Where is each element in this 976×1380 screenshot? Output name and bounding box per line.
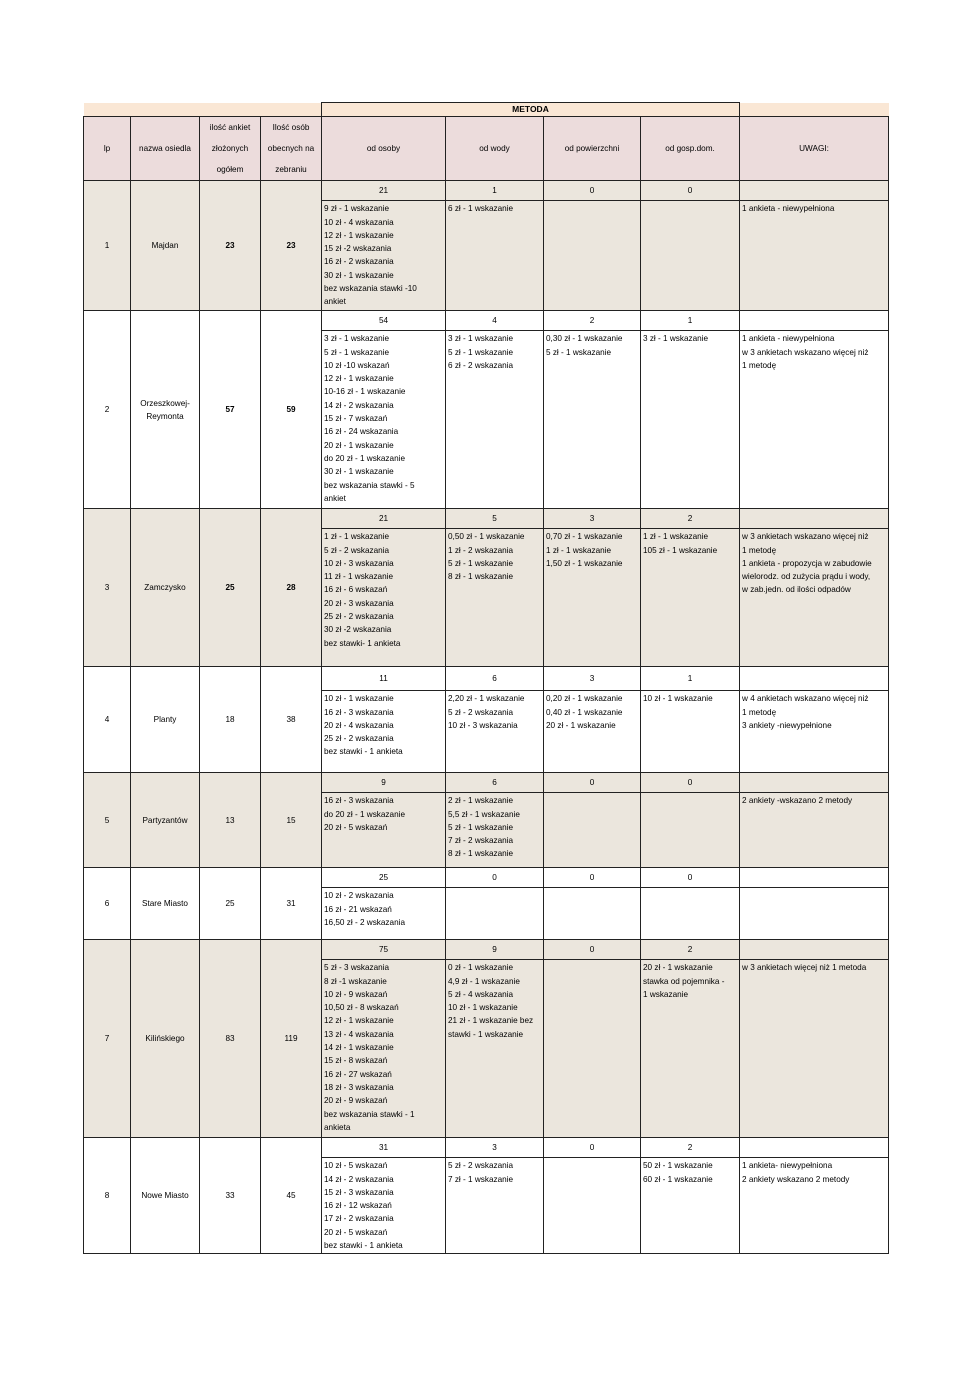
list-item: 12 zł - 1 wskazanie [324,374,394,384]
col-header-od-powierzchni: od powierzchni [544,117,641,181]
list-item: 15 zł -2 wskazania [324,244,392,254]
cell-powierzchni-list [544,529,641,667]
list-item: 5 zł - 2 wskazania [324,545,390,555]
list-item: 16 zł - 6 wskazań [324,585,388,595]
list-item: 0 zł - 1 wskazanie [448,963,514,973]
list-item: 10,50 zł - 8 wskazań [324,1003,399,1013]
count-pow: 2 [544,311,641,331]
list-item: 30 zł -2 wskazania [324,625,392,635]
list-item: ankiet [324,297,346,307]
cell-lp: 4 [84,667,131,773]
count-uwagi [740,181,889,201]
list-item: 9 zł - 1 wskazanie [324,204,390,214]
list-item: 60 zł - 1 wskazanie [643,1174,713,1184]
cell-ilosc-ankiet: 25 [200,509,261,667]
list-item: 17 zł - 2 wskazania [324,1214,394,1224]
list-item: w 3 ankietach więcej niż 1 metoda [742,963,867,973]
list-item: 20 zł - 1 wskazanie [324,440,394,450]
list-item: 3 zł - 1 wskazanie [448,334,514,344]
cell-nazwa: Majdan [131,181,200,311]
list-item: 30 zł - 1 wskazanie [324,270,394,280]
count-uwagi [740,667,889,691]
list-item: 1 ankieta - niewypełniona [742,204,835,214]
header-spacer [84,103,322,117]
count-wody: 4 [446,311,544,331]
cell-gosp-list [641,960,740,1138]
list-item: w 4 ankietach wskazano więcej niż [742,694,869,704]
metoda-header: METODA [322,103,740,117]
list-item: 1 zł - 1 wskazanie [643,532,709,542]
list-item: 1 zł - 2 wskazania [448,545,514,555]
count-osoby: 9 [322,773,446,793]
list-item: 5 zł - 1 wskazanie [324,347,390,357]
list-item: 15 zł - 8 wskazań [324,1056,388,1066]
cell-lp: 5 [84,773,131,868]
list-item: 13 zł - 4 wskazania [324,1029,394,1039]
col-header-ilosc-ankiet-line3: ogółem [216,165,244,175]
list-item: 2 ankiety -wskazano 2 metody [742,796,853,806]
cell-gosp-list [641,529,740,667]
list-item: 5 zł - 2 wskazania [448,707,514,717]
list-item: wielorodz. od zużycia prądu i wody, [742,572,871,582]
list-item: 0,30 zł - 1 wskazanie [546,334,623,344]
list-item: 3 zł - 1 wskazanie [643,334,709,344]
count-uwagi [740,311,889,331]
list-item: 1 metodę [742,707,777,717]
osiedle-row-1 [84,181,889,201]
count-pow: 0 [544,181,641,201]
count-wody: 0 [446,868,544,888]
cell-uwagi-list [740,529,889,667]
cell-ilosc-osob: 31 [261,868,322,940]
count-uwagi [740,773,889,793]
osiedle-row-3 [84,509,889,529]
list-item: 20 zł - 5 wskazań [324,1227,388,1237]
cell-uwagi-list [740,888,889,940]
cell-wody-list [446,691,544,773]
list-item: 18 zł - 3 wskazania [324,1082,394,1092]
count-uwagi [740,868,889,888]
list-item: 20 zł - 9 wskazań [324,1096,388,1106]
cell-powierzchni-list [544,888,641,940]
cell-ilosc-osob: 45 [261,1138,322,1254]
list-item: 2 zł - 1 wskazanie [448,796,514,806]
list-item: 16 zł - 2 wskazania [324,257,394,267]
list-item: 5 zł - 1 wskazanie [448,558,514,568]
list-item: bez wskazania stawki - 5 [324,480,415,490]
cell-ilosc-ankiet: 83 [200,940,261,1138]
cell-nazwa: Orzeszkowej-Reymonta [131,311,200,509]
list-item: 1 wskazanie [643,989,689,999]
cell-uwagi-list [740,1158,889,1254]
survey-table [83,102,889,1254]
osiedle-row-6 [84,868,889,888]
count-gosp: 0 [641,181,740,201]
list-item: 6 zł - 1 wskazanie [448,204,514,214]
cell-gosp-list [641,1158,740,1254]
list-item: 5 zł - 2 wskazania [448,1161,514,1171]
cell-ilosc-ankiet: 18 [200,667,261,773]
list-item: 16 zł - 12 wskazań [324,1201,392,1211]
metoda-header-row [84,103,889,117]
list-item: 50 zł - 1 wskazanie [643,1161,713,1171]
cell-ilosc-osob: 59 [261,311,322,509]
list-item: 0,50 zł - 1 wskazanie [448,532,525,542]
cell-ilosc-osob: 38 [261,667,322,773]
count-uwagi [740,1138,889,1158]
cell-osoby-list [322,1158,446,1254]
cell-powierzchni-list [544,1158,641,1254]
list-item: 25 zł - 2 wskazania [324,734,394,744]
list-item: bez stawki - 1 ankieta [324,1241,403,1251]
list-item: 25 zł - 2 wskazania [324,612,394,622]
count-gosp: 2 [641,509,740,529]
col-header-ilosc-osob [261,117,322,181]
list-item: 10 zł -10 wskazań [324,360,390,370]
list-item: 8 zł -1 wskazanie [324,976,387,986]
cell-nazwa: Zamczysko [131,509,200,667]
list-item: do 20 zł - 1 wskazanie [324,453,406,463]
col-header-ilosc-ankiet-line1: ilość ankiet [209,123,251,133]
list-item: w zab.jedn. od ilości odpadów [742,585,851,595]
list-item: 0,40 zł - 1 wskazanie [546,707,623,717]
list-item: 10 zł - 3 wskazania [324,558,394,568]
cell-uwagi-list [740,331,889,509]
list-item: 4,9 zł - 1 wskazanie [448,976,520,986]
cell-lp: 6 [84,868,131,940]
count-gosp: 2 [641,940,740,960]
list-item: 8 zł - 1 wskazanie [448,849,514,859]
count-osoby: 75 [322,940,446,960]
cell-osoby-list [322,793,446,868]
list-item: 21 zł - 1 wskazanie bez [448,1016,534,1026]
list-item: 10 zł - 1 wskazanie [448,1003,518,1013]
list-item: 10 zł - 1 wskazanie [643,694,713,704]
list-item: 14 zł - 2 wskazania [324,400,394,410]
cell-gosp-list [641,691,740,773]
col-header-od-wody: od wody [446,117,544,181]
list-item: stawki - 1 wskazanie [448,1029,524,1039]
list-item: 5 zł - 3 wskazania [324,963,390,973]
count-wody: 5 [446,509,544,529]
cell-ilosc-osob: 28 [261,509,322,667]
cell-ilosc-osob: 23 [261,181,322,311]
cell-osoby-list [322,331,446,509]
list-item: 1 metodę [742,360,777,370]
cell-lp: 2 [84,311,131,509]
list-item: 10 zł - 5 wskazań [324,1161,388,1171]
col-header-ilosc-ankiet [200,117,261,181]
cell-osoby-list [322,691,446,773]
col-header-od-osoby: od osoby [322,117,446,181]
count-wody: 1 [446,181,544,201]
cell-osoby-list [322,201,446,311]
cell-powierzchni-list [544,201,641,311]
cell-lp: 7 [84,940,131,1138]
cell-lp: 3 [84,509,131,667]
count-pow: 3 [544,667,641,691]
list-item: 10 zł - 2 wskazania [324,891,394,901]
list-item: 5 zł - 1 wskazanie [546,347,612,357]
cell-lp: 8 [84,1138,131,1254]
cell-ilosc-ankiet: 13 [200,773,261,868]
list-item: 2 ankiety wskazano 2 metody [742,1174,850,1184]
cell-osoby-list [322,888,446,940]
count-pow: 0 [544,940,641,960]
list-item: 7 zł - 1 wskazanie [448,1174,514,1184]
list-item: 10 zł - 1 wskazanie [324,694,394,704]
list-item: 1 zł - 1 wskazanie [324,532,390,542]
count-gosp: 1 [641,667,740,691]
count-pow: 0 [544,868,641,888]
count-gosp: 0 [641,868,740,888]
list-item: 0,20 zł - 1 wskazanie [546,694,623,704]
list-item: 1 ankieta - niewypełniona [742,334,835,344]
count-osoby: 25 [322,868,446,888]
count-uwagi [740,940,889,960]
list-item: 14 zł - 2 wskazania [324,1174,394,1184]
count-osoby: 21 [322,509,446,529]
list-item: 16 zł - 3 wskazania [324,796,394,806]
cell-powierzchni-list [544,960,641,1138]
col-header-ilosc-osob-line2: obecnych na [267,144,315,154]
list-item: 10 zł - 4 wskazania [324,217,394,227]
count-wody: 3 [446,1138,544,1158]
cell-nazwa: Stare Miasto [131,868,200,940]
count-osoby: 21 [322,181,446,201]
list-item: 10-16 zł - 1 wskazanie [324,387,406,397]
cell-lp: 1 [84,181,131,311]
list-item: 12 zł - 1 wskazanie [324,230,394,240]
list-item: 20 zł - 4 wskazania [324,720,394,730]
cell-ilosc-ankiet: 23 [200,181,261,311]
list-item: 105 zł - 1 wskazanie [643,545,718,555]
osiedle-row-7 [84,940,889,960]
list-item: 10 zł - 3 wskazania [448,720,518,730]
list-item: 1 ankieta - propozycja w zabudowie [742,558,872,568]
cell-uwagi-list [740,691,889,773]
list-item: 16 zł - 3 wskazania [324,707,394,717]
list-item: 5 zł - 4 wskazania [448,989,514,999]
list-item: 1,50 zł - 1 wskazanie [546,558,623,568]
list-item: 5 zł - 1 wskazanie [448,822,514,832]
list-item: stawka od pojemnika - [643,976,725,986]
list-item: 16,50 zł - 2 wskazania [324,917,406,927]
cell-wody-list [446,1158,544,1254]
count-osoby: 11 [322,667,446,691]
cell-uwagi-list [740,793,889,868]
header-spacer-right [740,103,889,117]
column-header-row [84,117,889,181]
list-item: 1 zł - 1 wskazanie [546,545,612,555]
count-pow: 0 [544,773,641,793]
list-item: 16 zł - 21 wskazań [324,904,392,914]
osiedle-row-2 [84,311,889,331]
cell-ilosc-ankiet: 33 [200,1138,261,1254]
list-item: 3 zł - 1 wskazanie [324,334,390,344]
osiedle-row-5 [84,773,889,793]
cell-nazwa: Planty [131,667,200,773]
cell-wody-list [446,960,544,1138]
count-pow: 3 [544,509,641,529]
count-pow: 0 [544,1138,641,1158]
list-item: w 3 ankietach wskazano więcej niż [742,532,869,542]
osiedle-row-4 [84,667,889,691]
count-gosp: 2 [641,1138,740,1158]
col-header-ilosc-ankiet-line2: złożonych [211,144,249,154]
col-header-ilosc-osob-line1: Ilość osób [272,123,310,133]
list-item: 3 ankiety -niewypełnione [742,720,832,730]
cell-uwagi-list [740,960,889,1138]
list-item: 16 zł - 27 wskazań [324,1069,392,1079]
list-item: 15 zł - 3 wskazania [324,1187,394,1197]
list-item: 5,5 zł - 1 wskazanie [448,809,520,819]
list-item: bez stawki- 1 ankieta [324,638,401,648]
col-header-nazwa: nazwa osiedla [131,117,200,181]
cell-ilosc-ankiet: 25 [200,868,261,940]
list-item: 16 zł - 24 wskazania [324,427,399,437]
col-header-ilosc-osob-line3: zebraniu [275,165,307,175]
list-item: ankiet [324,493,346,503]
cell-wody-list [446,529,544,667]
count-uwagi [740,509,889,529]
cell-ilosc-osob: 119 [261,940,322,1138]
count-osoby: 54 [322,311,446,331]
count-wody: 9 [446,940,544,960]
cell-powierzchni-list [544,793,641,868]
cell-powierzchni-list [544,331,641,509]
list-item: 12 zł - 1 wskazanie [324,1016,394,1026]
list-item: 20 zł - 1 wskazanie [546,720,616,730]
cell-nazwa: Nowe Miasto [131,1138,200,1254]
list-item: 6 zł - 2 wskazania [448,360,514,370]
cell-wody-list [446,793,544,868]
list-item: bez stawki - 1 ankieta [324,747,403,757]
list-item: 8 zł - 1 wskazanie [448,572,514,582]
cell-wody-list [446,888,544,940]
cell-ilosc-osob: 15 [261,773,322,868]
count-wody: 6 [446,773,544,793]
cell-gosp-list [641,888,740,940]
list-item: ankieta [324,1122,351,1132]
list-item: 2,20 zł - 1 wskazanie [448,694,525,704]
count-gosp: 0 [641,773,740,793]
cell-gosp-list [641,201,740,311]
cell-gosp-list [641,331,740,509]
col-header-od-gosp: od gosp.dom. [641,117,740,181]
list-item: bez wskazania stawki - 1 [324,1109,415,1119]
list-item: 10 zł - 9 wskazań [324,989,388,999]
count-wody: 6 [446,667,544,691]
list-item: 14 zł - 1 wskazanie [324,1043,394,1053]
list-item: 1 ankieta- niewypełniona [742,1161,833,1171]
cell-osoby-list [322,529,446,667]
list-item: 15 zł - 7 wskazań [324,414,388,424]
cell-wody-list [446,331,544,509]
cell-ilosc-ankiet: 57 [200,311,261,509]
list-item: 20 zł - 1 wskazanie [643,963,713,973]
list-item: w 3 ankietach wskazano więcej niż [742,347,869,357]
cell-nazwa: Kilińskiego [131,940,200,1138]
col-header-uwagi: UWAGI: [740,117,889,181]
list-item: 20 zł - 3 wskazania [324,598,394,608]
list-item: do 20 zł - 1 wskazanie [324,809,406,819]
list-item: 11 zł - 1 wskazanie [324,572,394,582]
cell-wody-list [446,201,544,311]
list-item: 0,70 zł - 1 wskazanie [546,532,623,542]
cell-uwagi-list [740,201,889,311]
cell-nazwa: Partyzantów [131,773,200,868]
cell-osoby-list [322,960,446,1138]
list-item: 1 metodę [742,545,777,555]
list-item: bez wskazania stawki -10 [324,284,417,294]
list-item: 30 zł - 1 wskazanie [324,467,394,477]
list-item: 5 zł - 1 wskazanie [448,347,514,357]
col-header-lp: lp [84,117,131,181]
osiedle-row-8 [84,1138,889,1158]
cell-gosp-list [641,793,740,868]
count-osoby: 31 [322,1138,446,1158]
list-item: 7 zł - 2 wskazania [448,836,514,846]
cell-powierzchni-list [544,691,641,773]
count-gosp: 1 [641,311,740,331]
list-item: 20 zł - 5 wskazań [324,822,388,832]
